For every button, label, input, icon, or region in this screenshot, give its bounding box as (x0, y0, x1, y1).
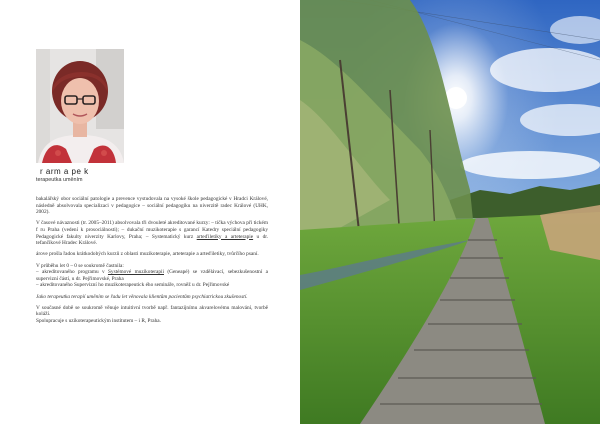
bio-text-span: u dr. tefančíkové Hradec Králové. (36, 233, 269, 247)
person-name: r arm a pe k (40, 167, 89, 176)
bio-text (36, 196, 268, 329)
bio-text-span: – akreditovaného Supervizní ho muzikoterapeutick ého semináře, rovněž u dr. Pejřimovské (36, 282, 230, 289)
bio-text-span: – akreditovaného programu v (36, 269, 105, 276)
program-link[interactable]: Systémové muzikoterapii (107, 269, 164, 276)
bio-paragraph (36, 305, 268, 325)
bio-text-span: V současné době se soukromě věnuje intuitivní tvorbě např. fantazijnímu akvarelovému malování, tvorbě koláží. (36, 304, 268, 318)
bio-text-span: V průběhu let 0 – 0 se soukromě častnila: (36, 262, 124, 269)
bio-paragraph: árove prošla řadou krátkodobých kurzů z oblasti muzikoterapie, arteterapie a arteďiletiky, tvůrčího psaní. (36, 251, 259, 258)
landscape-photo (300, 0, 600, 424)
portrait-photo (36, 49, 124, 163)
bio-text-span: Spolupracuje s uzikoterapeutickým institutem – i R, Praha. (36, 317, 161, 324)
person-role: terapeutka uměním (36, 177, 83, 183)
bio-text-span: (Geneapé) se vzdělávací, sebezkušenostní a supervizní částí, u dr. Pejřimovské, Praha (36, 269, 268, 282)
bio-paragraph (36, 263, 268, 289)
bio-paragraph (36, 220, 268, 246)
bio-paragraph: bakalářský obor sociální patologie a prevence vystudovala na vysoké škole pedagogické v Hradci Králové, následně absolvovala specializaci v pedagogice – sociální pedagogiku na niverzitě radec Králové (UHK, 2002). (36, 196, 268, 216)
bio-paragraph: Jako terapeutka terapií uměním se řadu let věnovala klientům pacientům psychiatrickou zkušeností. (36, 293, 248, 300)
bio-text-span: V časové návaznosti (tr. 2005–2011) absolvovala tři dvouleté akreditované kurzy: – tička výchova při tickém f ru Praha (vedení k prosociálnosti); – dukační muzikoterapie s garancí Katedry speciální pedagogiky Pedagogické fakulty niverzity Karlovy, Praha; – Systematický kurz (36, 220, 268, 240)
course-link[interactable]: arteďiletiky a arteterapie (196, 233, 254, 240)
